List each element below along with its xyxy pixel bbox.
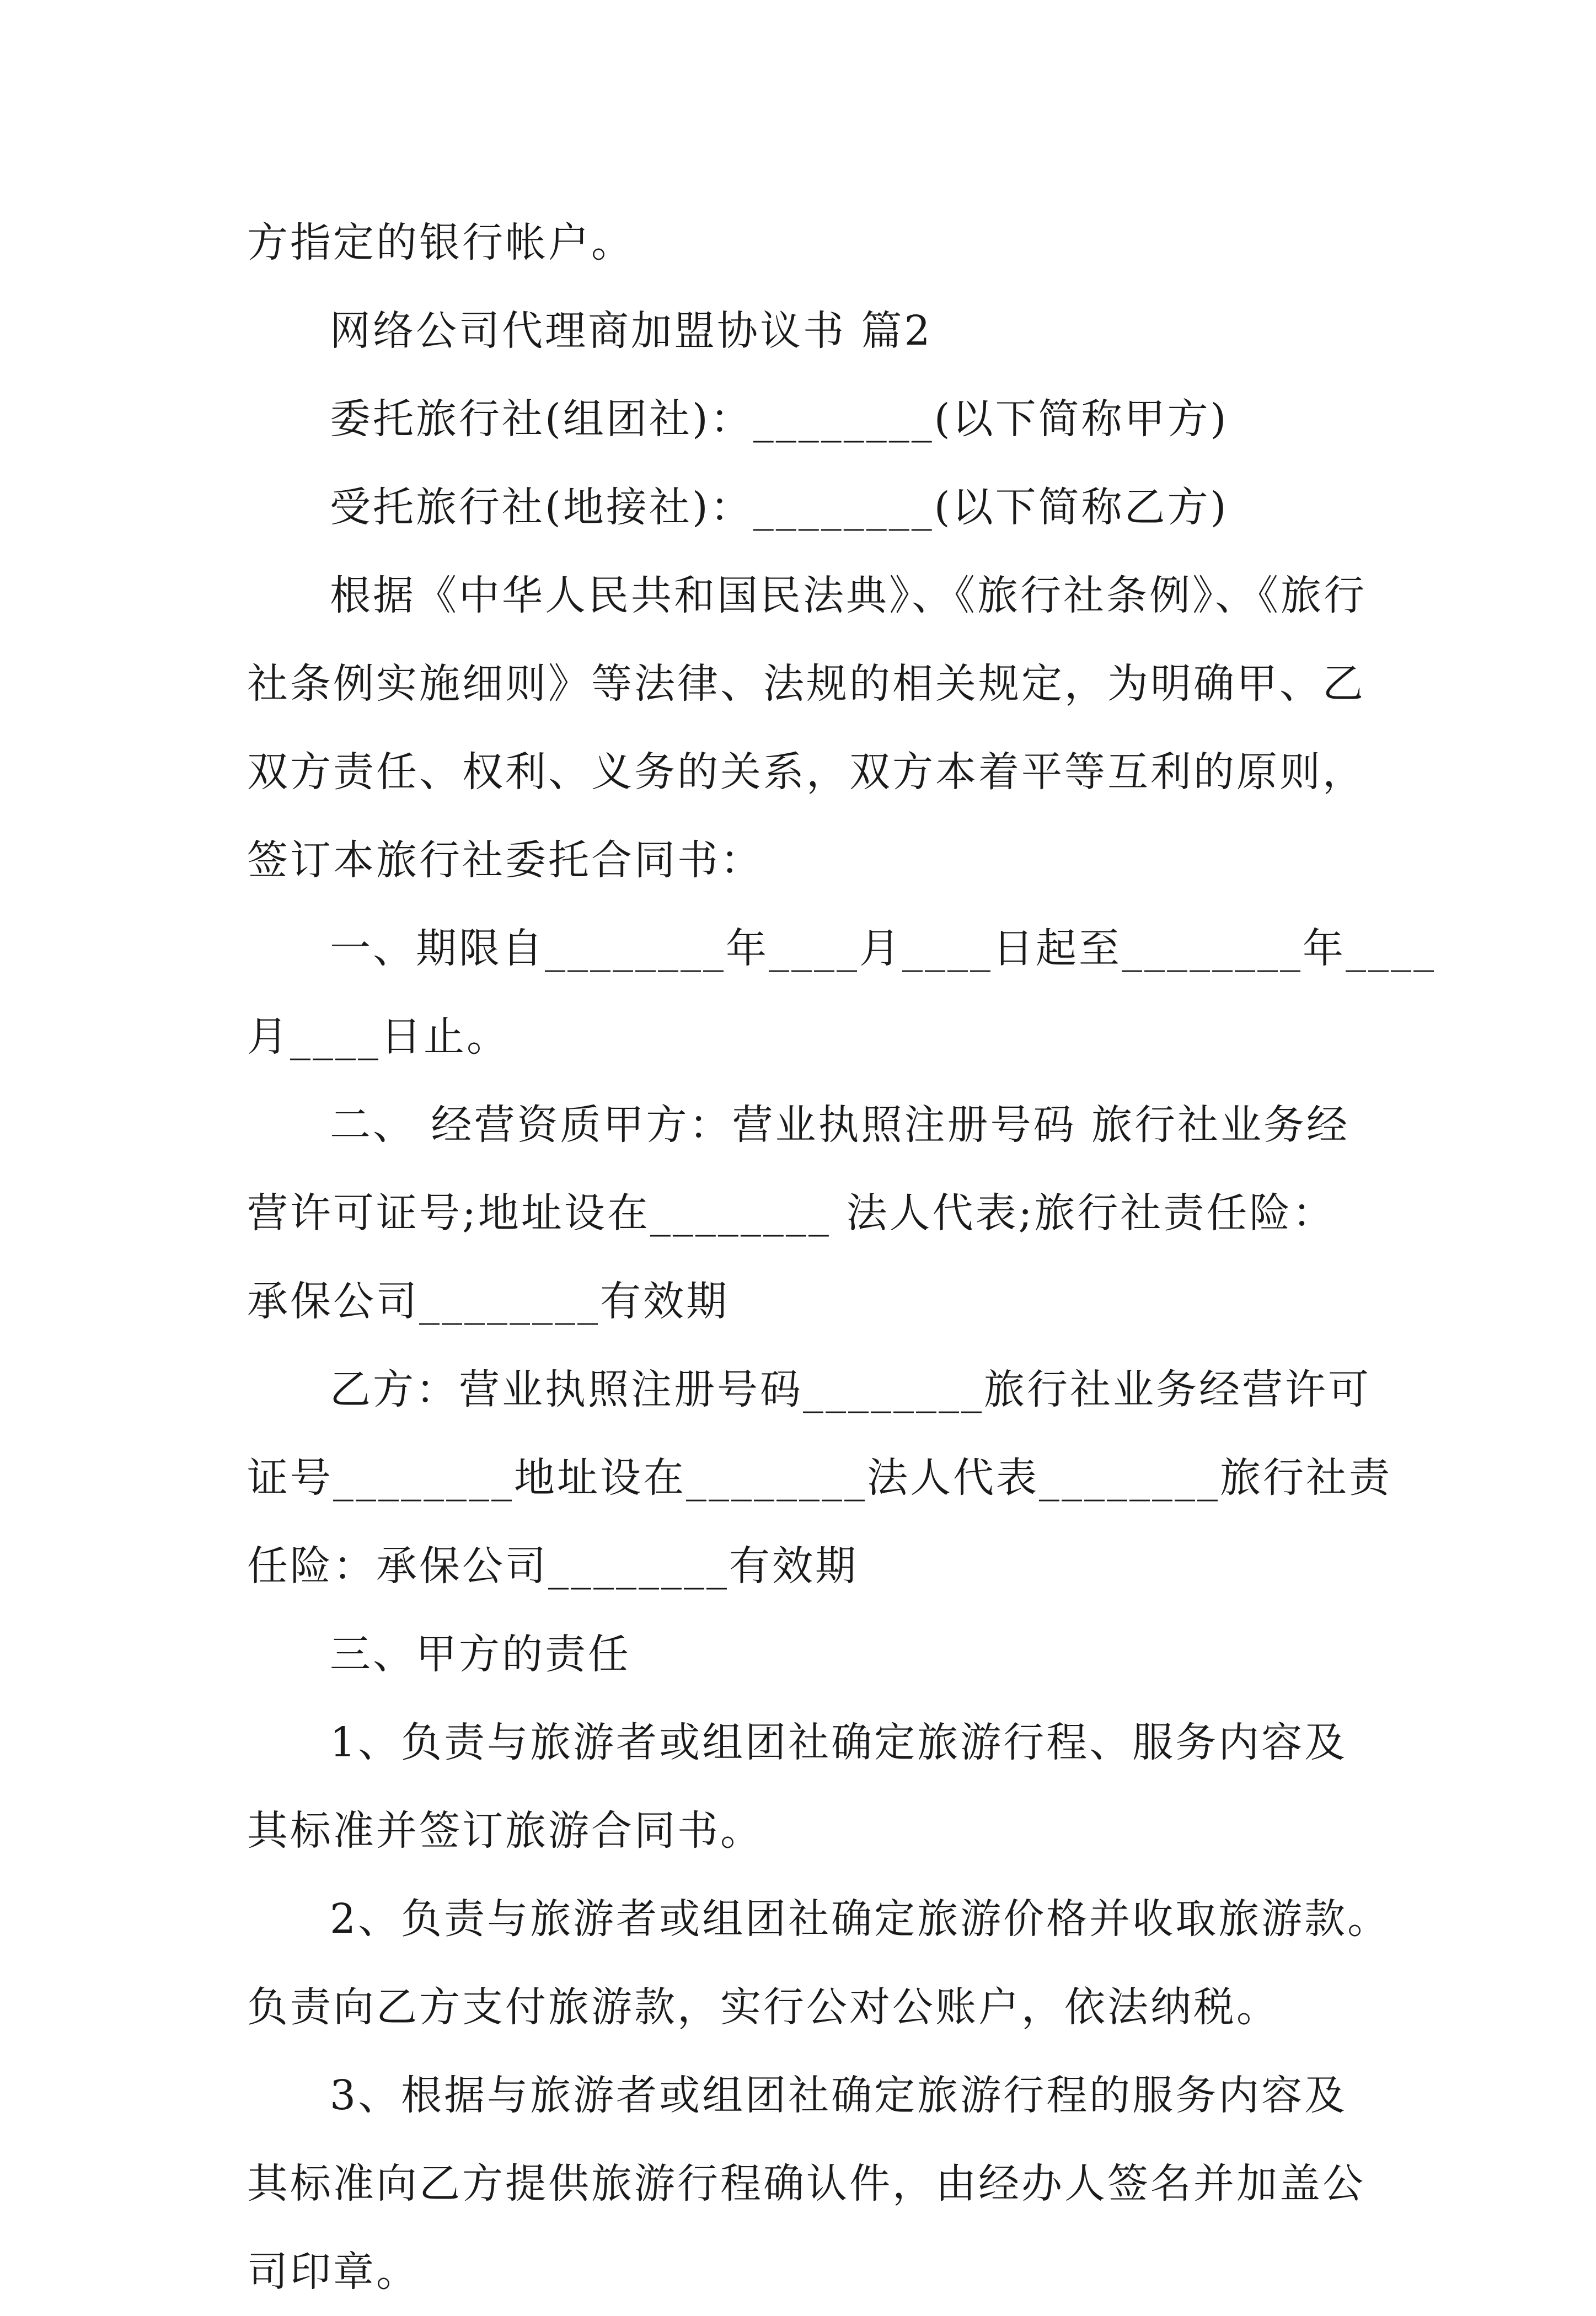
- text-line: 月____日止。: [247, 1013, 510, 1060]
- text-line: 乙方：营业执照注册号码________旅行社业务经营许可: [330, 1366, 1371, 1413]
- text-line: 司印章。: [247, 2248, 419, 2296]
- section-heading: 三、甲方的责任: [330, 1631, 631, 1678]
- text-line: 签订本旅行社委托合同书：: [247, 837, 763, 884]
- text-line: 根据《中华人民共和国民法典》、《旅行社条例》、《旅行: [330, 572, 1367, 619]
- text-line: 方指定的银行帐户。: [247, 219, 634, 266]
- text-line: 负责向乙方支付旅游款，实行公对公账户，依法纳税。: [247, 1983, 1279, 2031]
- text-line: 证号________地址设在________法人代表________旅行社责: [247, 1454, 1392, 1502]
- text-line: 营许可证号;地址设在________ 法人代表;旅行社责任险：: [247, 1189, 1336, 1237]
- text-line: 受托旅行社(地接社)：________(以下简称乙方): [330, 484, 1229, 531]
- text-line: 3、根据与旅游者或组团社确定旅游行程的服务内容及: [330, 2072, 1348, 2119]
- text-line: 承保公司________有效期: [247, 1278, 729, 1325]
- text-line: 二、 经营资质甲方：营业执照注册号码 旅行社业务经: [330, 1101, 1350, 1149]
- section-heading: 网络公司代理商加盟协议书 篇2: [330, 307, 933, 355]
- text-line: 1、负责与旅游者或组团社确定旅游行程、服务内容及: [330, 1719, 1348, 1766]
- text-line: 其标准向乙方提供旅游行程确认件，由经办人签名并加盖公: [247, 2160, 1365, 2207]
- text-line: 其标准并签订旅游合同书。: [247, 1807, 763, 1854]
- document-body: [247, 199, 1436, 2316]
- text-line: 2、负责与旅游者或组团社确定旅游价格并收取旅游款。: [330, 1895, 1391, 1943]
- text-line: 双方责任、权利、义务的关系，双方本着平等互利的原则，: [247, 748, 1365, 796]
- text-line: 委托旅行社(组团社)：________(以下简称甲方): [330, 395, 1229, 443]
- text-line: 任险：承保公司________有效期: [247, 1542, 858, 1590]
- text-line: 社条例实施细则》等法律、法规的相关规定，为明确甲、乙: [247, 660, 1365, 707]
- text-line: 一、期限自________年____月____日起至________年____: [330, 925, 1436, 972]
